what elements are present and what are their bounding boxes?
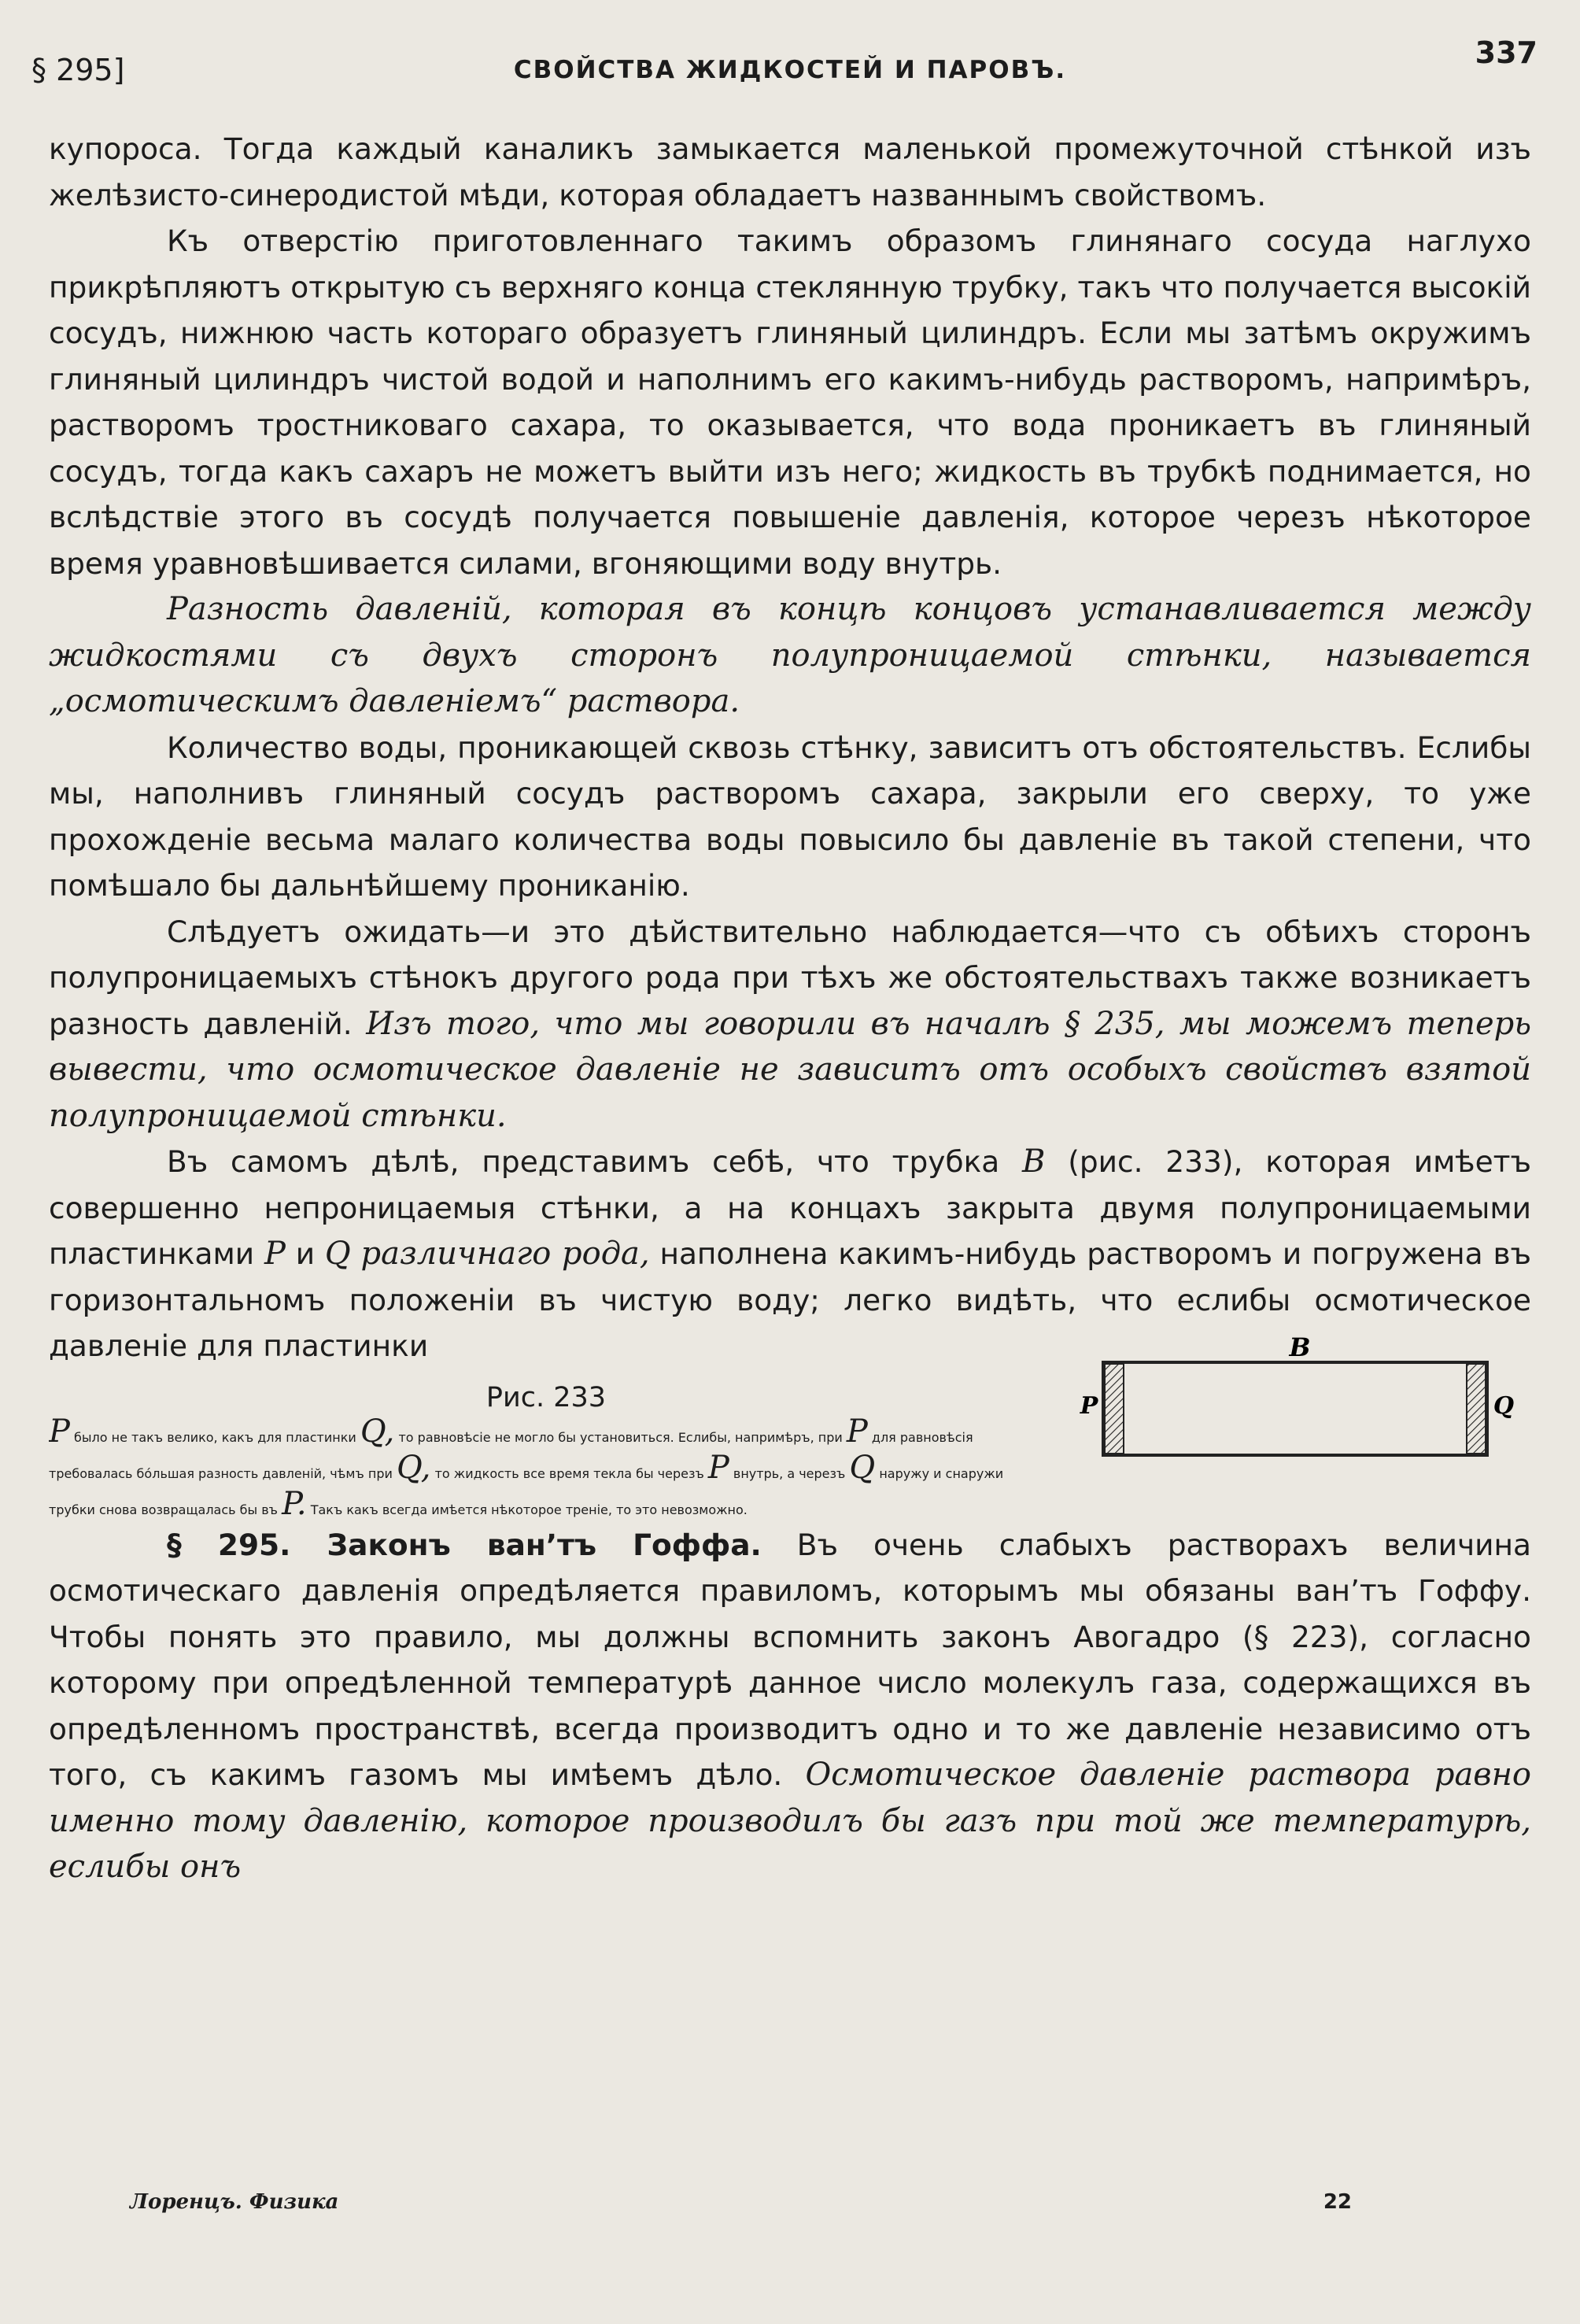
page-body	[49, 126, 1531, 1890]
figure-label-p: P	[1080, 1392, 1098, 1420]
page-footer	[130, 2190, 1352, 2230]
paragraph-5-italic: Изъ того, что мы говорили въ началѣ § 235, мы можемъ теперь вывести, что осмотическое давленіе не зависитъ отъ особыхъ свойствъ взятой полупроницаемой стѣнки.	[49, 1005, 1532, 1134]
p6-text-11: наружу и снаружи трубки снова возвращалась бы въ	[49, 1465, 1004, 1517]
p6-text-2: (рис. 233), которая имѣетъ совершенно непроницаемыя стѣнки, а на концахъ закрыта двумя полупроницаемыми пластинками	[49, 1144, 1531, 1271]
var-q: Q	[324, 1236, 351, 1272]
p6-text-10: внутрь, а черезъ	[733, 1465, 846, 1481]
paragraph-3	[49, 586, 1531, 725]
page-header	[31, 35, 1549, 91]
paragraph-7-text: Въ очень слабыхъ растворахъ величина осмотическаго давленія опредѣляется правиломъ, которымъ мы обязаны ван’тъ Гоффу. Чтобы понять это правило, мы должны вспомнить законъ Авогадро (§ 223), согласно которому при опредѣленной температурѣ данное число молекулъ газа, содержащихся въ опредѣленномъ пространствѣ, всегда производитъ одно и то же давленіе независимо отъ того, съ какимъ газомъ мы имѣемъ дѣло.	[49, 1527, 1531, 1792]
paragraph-7-italic: Осмотическое давленіе раствора равно именно тому давленію, которое производилъ бы газъ при той же температурѣ, еслибы онъ	[49, 1757, 1532, 1885]
figure-caption: Рис. 233	[485, 1381, 607, 1413]
section-reference: § 295]	[31, 53, 125, 87]
paragraph-6	[49, 1139, 1531, 1420]
paragraph-5	[49, 909, 1531, 1140]
p6-text-8: для равновѣсія требовалась бóльшая разность давленій, чѣмъ при	[49, 1429, 973, 1481]
var-q: Q,	[360, 1413, 395, 1450]
figure-label-b: B	[1289, 1332, 1311, 1362]
osmotic-pressure-definition: Разность давленій, которая въ концѣ концовъ устанавливается между жидкостями съ двухъ сторонъ полупроницаемой стѣнки, называется „осмотическимъ давленіемъ“ раствора.	[49, 591, 1531, 719]
figure-233	[1059, 1329, 1531, 1463]
tube-body	[1103, 1362, 1487, 1455]
p6-text-9: то жидкость все время текла бы черезъ	[434, 1465, 704, 1481]
var-b: B	[1022, 1144, 1046, 1180]
paragraph-4: Количество воды, проникающей сквозь стѣнку, зависитъ отъ обстоятельствъ. Еслибы мы, наполнивъ глиняный сосудъ растворомъ сахара, закрыли его сверху, то уже прохожденіе весьма малаго количества воды повысило бы давленіе въ такой степени, что помѣшало бы дальнѣйшему прониканію.	[49, 730, 1531, 903]
p6-italic-different-kind: различнаго рода,	[360, 1236, 650, 1272]
p6-text-3: и	[295, 1236, 316, 1271]
sheet-number: 22	[1323, 2190, 1352, 2214]
paragraph-1: купороса. Тогда каждый каналикъ замыкается маленькой промежуточной стѣнкой изъ желѣзисто-синеродистой мѣди, которая обладаетъ названнымъ свойствомъ.	[49, 131, 1531, 212]
p6-text-12: Такъ какъ всегда имѣется нѣкоторое треніе, то это невозможно.	[310, 1502, 748, 1517]
var-p: P.	[282, 1485, 307, 1522]
paragraph-7	[49, 1522, 1531, 1890]
membrane-q	[1467, 1364, 1486, 1454]
tube-diagram	[1075, 1329, 1515, 1463]
p6-text-5: наполнена какимъ-нибудь растворомъ и погружена въ горизонтальномъ положеніи въ чистую воду; легко видѣть, что еслибы осмотическое давленіе для пластинки	[49, 1236, 1531, 1363]
page-number: 337	[1475, 35, 1538, 70]
paragraph-2: Къ отверстію приготовленнаго такимъ образомъ глинянаго сосуда наглухо прикрѣпляютъ открытую съ верхняго конца стеклянную трубку, такъ что получается высокій сосудъ, нижнюю часть котораго образуетъ глиняный цилиндръ. Если мы затѣмъ окружимъ глиняный цилиндръ чистой водой и наполнимъ его какимъ-нибудь растворомъ, напримѣръ, растворомъ тростниковаго сахара, то оказывается, что вода проникаетъ въ глиняный сосудъ, тогда какъ сахаръ не можетъ выйти изъ него; жидкость въ трубкѣ поднимается, но вслѣдствіе этого въ сосудѣ получается повышеніе давленія, которое черезъ нѣкоторое время уравновѣшивается силами, вгоняющими воду внутрь.	[49, 224, 1531, 581]
footer-signature: Лоренцъ. Физика	[130, 2190, 339, 2214]
p6-text-7: то равновѣсіе не могло бы установиться. Еслибы, напримѣръ, при	[398, 1429, 843, 1445]
section-heading: § 295. Законъ ван’тъ Гоффа.	[167, 1527, 762, 1562]
var-p: P	[49, 1413, 70, 1450]
p6-text-6: было не такъ велико, какъ для пластинки	[74, 1429, 356, 1445]
p6-text-1: Въ самомъ дѣлѣ, представимъ себѣ, что трубка	[167, 1144, 1000, 1179]
figure-label-q: Q	[1493, 1392, 1515, 1420]
var-p: P	[846, 1413, 868, 1450]
figure-paragraph-block	[49, 1139, 1531, 1522]
paragraph-5-text: Слѣдуетъ ожидать—и это дѣйствительно наблюдается—что съ обѣихъ сторонъ полупроницаемыхъ стѣнокъ другого рода при тѣхъ же обстоятельствахъ также возникаетъ разность давленій.	[49, 914, 1531, 1041]
var-q: Q,	[397, 1449, 431, 1486]
var-p: P	[264, 1236, 286, 1272]
var-q: Q	[849, 1449, 876, 1486]
membrane-p	[1105, 1364, 1124, 1454]
var-p: P	[707, 1449, 729, 1486]
running-title: СВОЙСТВА ЖИДКОСТЕЙ И ПАРОВЪ.	[513, 56, 1067, 84]
